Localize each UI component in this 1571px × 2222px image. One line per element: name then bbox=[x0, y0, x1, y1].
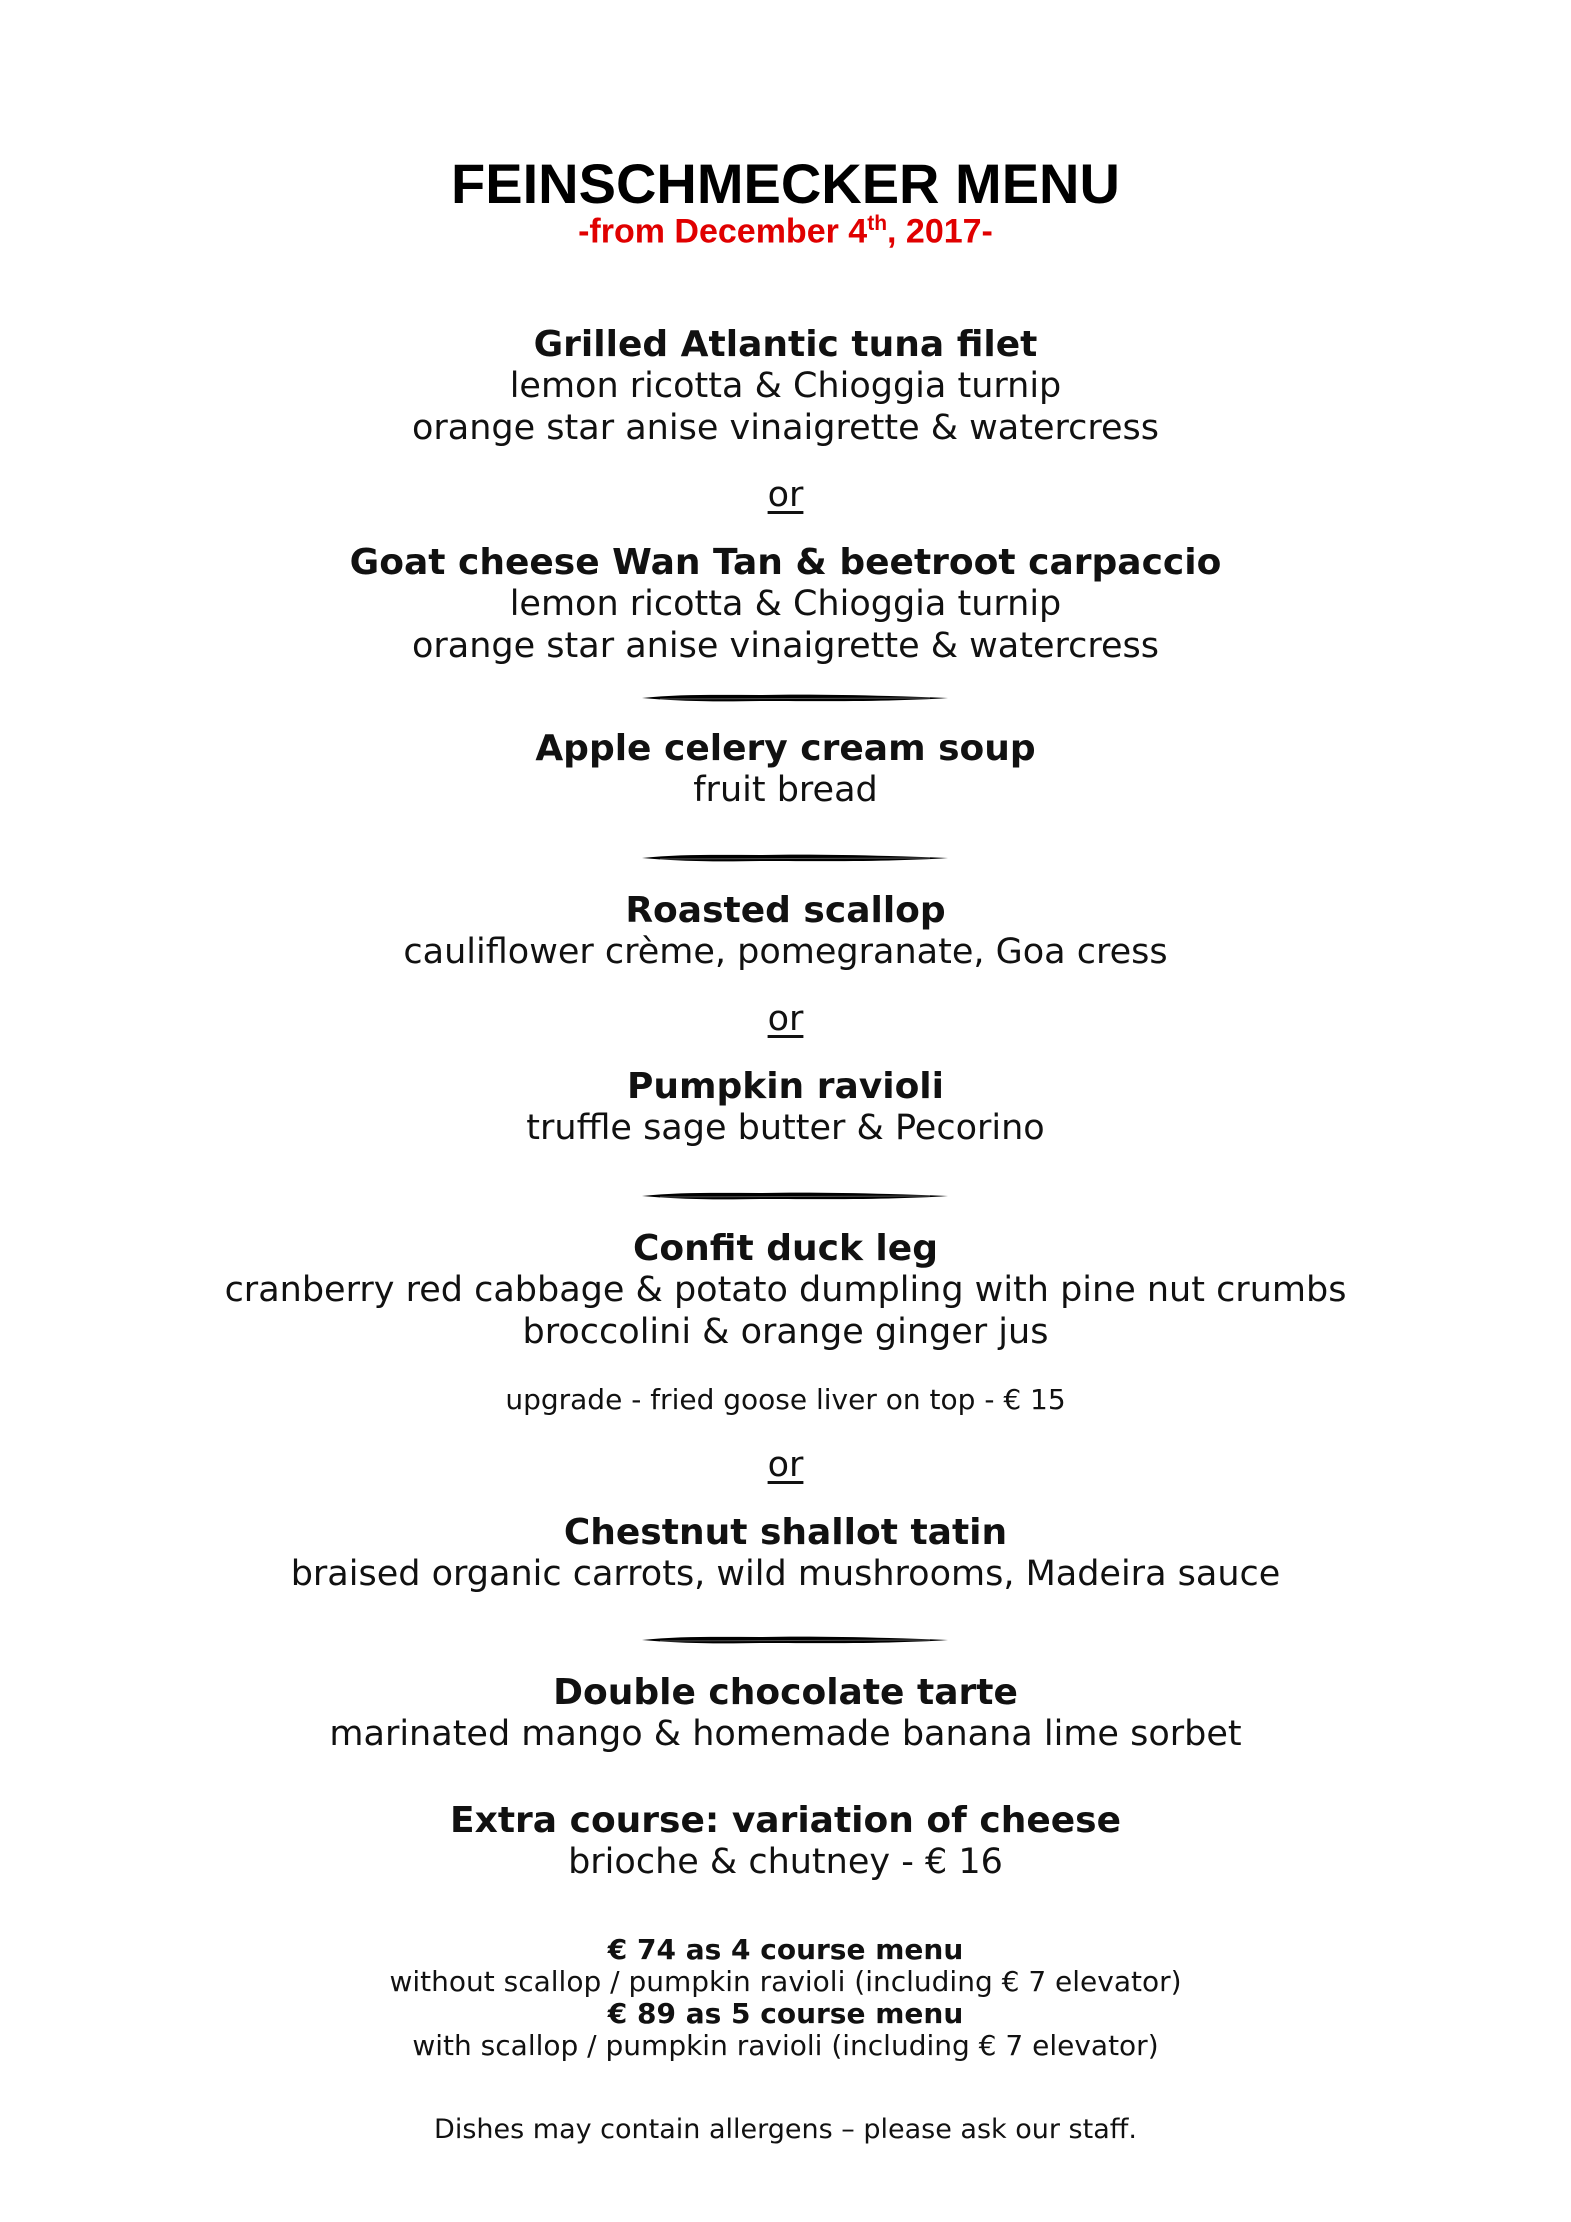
brush-divider-3 bbox=[640, 1188, 950, 1204]
price-five-course-desc: with scallop / pumpkin ravioli (including € 7 elevator) bbox=[412, 2029, 1159, 2062]
date-prefix: -from December 4 bbox=[578, 212, 868, 251]
dish-ravioli-desc: truffle sage butter & Pecorino bbox=[526, 1108, 1045, 1148]
dish-tuna-name: Grilled Atlantic tuna filet bbox=[533, 324, 1038, 365]
or-label-intermediate: or bbox=[767, 999, 804, 1039]
dish-dessert-desc: marinated mango & homemade banana lime sorbet bbox=[329, 1714, 1242, 1754]
brush-divider-4 bbox=[640, 1632, 950, 1648]
dish-soup-desc: fruit bread bbox=[693, 770, 878, 810]
menu-title: FEINSCHMECKER MENU bbox=[451, 152, 1120, 215]
dish-tuna-desc-2: orange star anise vinaigrette & watercress bbox=[412, 408, 1159, 448]
dish-tuna-desc-1: lemon ricotta & Chioggia turnip bbox=[509, 366, 1062, 406]
dish-duck-upgrade: upgrade - fried goose liver on top - € 15 bbox=[505, 1383, 1066, 1416]
or-label-main: or bbox=[767, 1445, 804, 1485]
price-five-course: € 89 as 5 course menu bbox=[607, 1997, 964, 2030]
dish-goat-cheese-desc-2: orange star anise vinaigrette & watercress bbox=[412, 626, 1159, 666]
dish-duck-desc-2: broccolini & orange ginger jus bbox=[522, 1312, 1049, 1352]
dish-goat-cheese-desc-1: lemon ricotta & Chioggia turnip bbox=[509, 584, 1062, 624]
dish-tatin-desc: braised organic carrots, wild mushrooms, Madeira sauce bbox=[290, 1554, 1281, 1594]
price-four-course-desc: without scallop / pumpkin ravioli (including € 7 elevator) bbox=[389, 1965, 1182, 1998]
dish-cheese-name: Extra course: variation of cheese bbox=[450, 1800, 1121, 1841]
dish-cheese-desc: brioche & chutney - € 16 bbox=[568, 1842, 1003, 1882]
or-label-starters: or bbox=[767, 475, 804, 515]
dish-dessert-name: Double chocolate tarte bbox=[553, 1672, 1018, 1713]
dish-scallop-desc: cauliflower crème, pomegranate, Goa cress bbox=[403, 932, 1168, 972]
dish-ravioli-name: Pumpkin ravioli bbox=[626, 1066, 944, 1107]
brush-divider-1 bbox=[640, 690, 950, 706]
dish-scallop-name: Roasted scallop bbox=[625, 890, 946, 931]
dish-tatin-name: Chestnut shallot tatin bbox=[563, 1512, 1008, 1553]
menu-date bbox=[0, 212, 1571, 251]
dish-goat-cheese-name: Goat cheese Wan Tan & beetroot carpaccio bbox=[349, 542, 1222, 583]
price-four-course: € 74 as 4 course menu bbox=[607, 1933, 964, 1966]
dish-soup-name: Apple celery cream soup bbox=[535, 728, 1036, 769]
date-superscript: th bbox=[867, 212, 888, 235]
date-suffix: , 2017- bbox=[887, 212, 993, 251]
dish-duck-desc-1: cranberry red cabbage & potato dumpling with pine nut crumbs bbox=[224, 1270, 1347, 1310]
brush-divider-2 bbox=[640, 850, 950, 866]
allergen-notice: Dishes may contain allergens – please ask our staff. bbox=[434, 2114, 1137, 2145]
dish-duck-name: Confit duck leg bbox=[633, 1228, 938, 1269]
